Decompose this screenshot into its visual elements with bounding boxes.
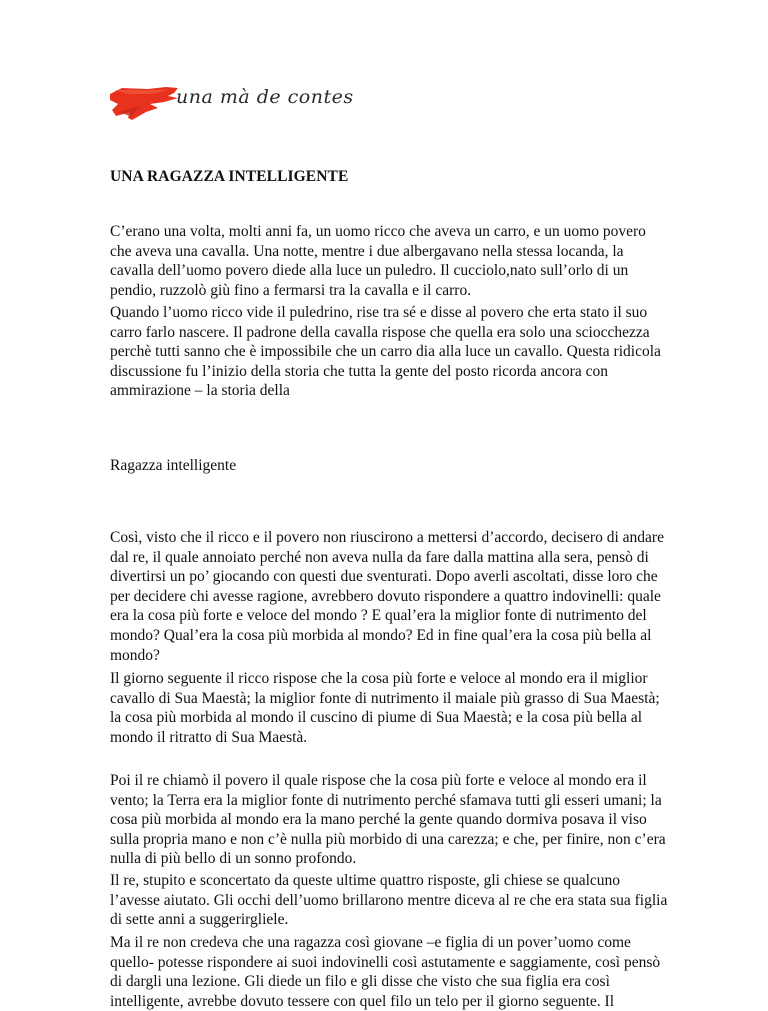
paragraph-5: Poi il re chiamò il povero il quale rispose che la cosa più forte e veloce al mondo era il vento; la Terra era la miglior fonte di nutrimento perché sfamava tutti gli esseri umani; la cosa più morbida al mondo era la mano perché la gente quando dormiva posava il viso sulla propria mano e non c’è nulla più morbido di una carezza; e che, per finire, non c’era nulla di più bello di un sonno profondo.	[110, 772, 666, 868]
paragraph-3: Così, visto che il ricco e il povero non riuscirono a mettersi d’accordo, decisero di andare dal re, il quale annoiato perché non aveva nulla da fare dalla mattina alla sera, pensò di divertirsi un po’ giocando con questi due sventurati. Dopo averli ascoltati, disse loro che per decidere chi avesse ragione, avrebbero dovuto rispondere a quattro indovinelli: quale era la cosa più forte e veloce del mondo ? E qual’era la miglior fonte di nutrimento del mondo? Qual’era la cosa più morbida al mondo? Ed in fine qual’era la cosa più bella al mondo?	[110, 529, 664, 664]
paragraph-7: Ma il re non credeva che una ragazza così giovane –e figlia di un pover’uomo come quello- potesse rispondere ai suoi indovinelli così astutamente e saggiamente, così pensò di dargli una lezione. Gli diede un filo e gli disse che visto che sua figlia era così intelligente, avrebbe dovuto tessere con quel filo un telo per il giorno seguente. Il	[110, 934, 661, 1010]
document-title: UNA RAGAZZA INTELLIGENTE	[110, 168, 349, 185]
red-brushstroke-logo-icon	[108, 84, 180, 124]
paragraph-4: Il giorno seguente il ricco rispose che la cosa più forte e veloce al mondo era il miglior cavallo di Sua Maestà; la miglior fonte di nutrimento il maiale più grasso di Sua Maestà; la cosa più morbida al mondo il cuscino di piume di Sua Maestà; e la cosa più bella al mondo il ritratto di Sua Maestà.	[110, 670, 660, 746]
logo-wordmark: una mà de contes	[176, 86, 354, 108]
section-heading: Ragazza intelligente	[110, 457, 237, 474]
logo	[108, 84, 354, 124]
paragraph-2: Quando l’uomo ricco vide il puledrino, rise tra sé e disse al povero che erta stato il suo carro farlo nascere. Il padrone della cavalla rispose che quella era solo una sciocchezza perchè tutti sanno che è impossibile che un carro dia alla luce un cavallo. Questa ridicola discussione fu l’inizio della storia che tutta la gente del posto ricorda ancora con ammirazione – la storia della	[110, 304, 661, 400]
paragraph-1: C’erano una volta, molti anni fa, un uomo ricco che aveva un carro, e un uomo povero che aveva una cavalla. Una notte, mentre i due albergavano nella stessa locanda, la cavalla dell’uomo povero diede alla luce un puledro. Il cucciolo,nato sull’orlo di un pendio, ruzzolò giù fino a fermarsi tra la cavalla e il carro.	[110, 223, 646, 299]
paragraph-6: Il re, stupito e sconcertato da queste ultime quattro risposte, gli chiese se qualcuno l’avesse aiutato. Gli occhi dell’uomo brillarono mentre diceva al re che era stata sua figlia di sette anni a suggerirgliele.	[110, 872, 668, 929]
